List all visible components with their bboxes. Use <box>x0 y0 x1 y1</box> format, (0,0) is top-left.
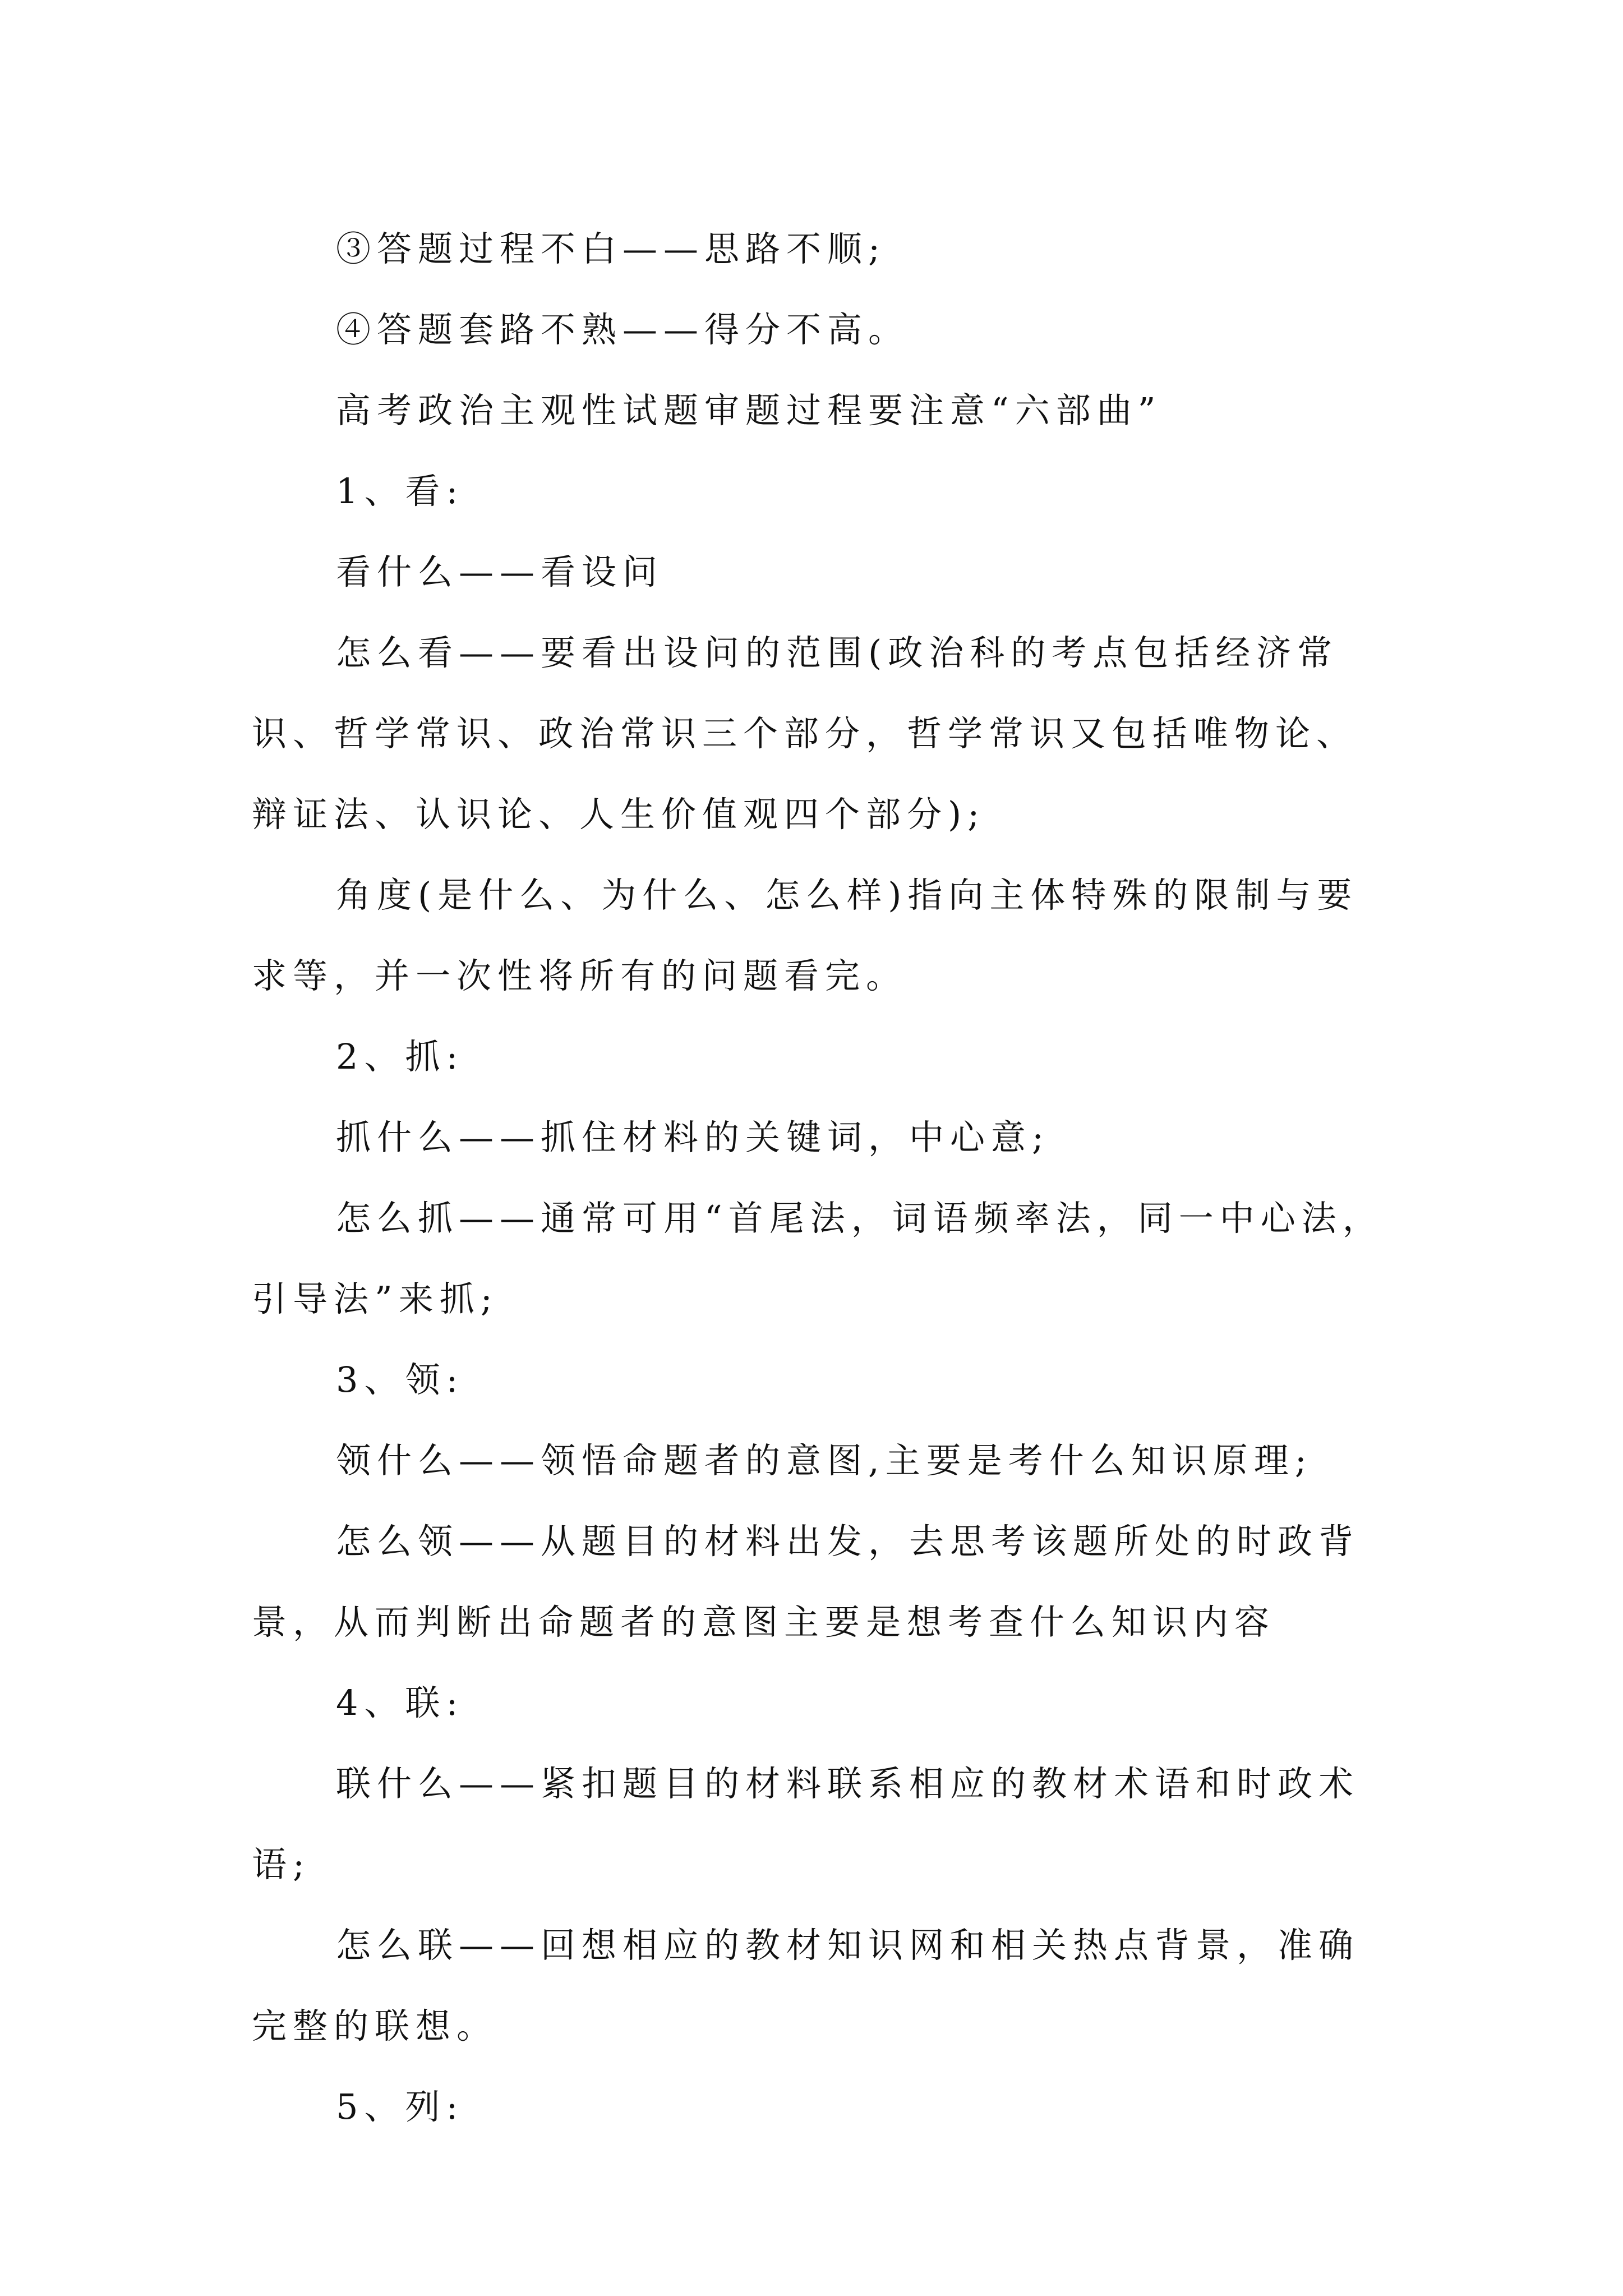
paragraph: 怎么看——要看出设问的范围(政治科的考点包括经济常识、哲学常识、政治常识三个部分，哲学常识又包括唯物论、辩证法、认识论、人生价值观四个部分); <box>252 632 1358 835</box>
step-heading: 3、领: <box>336 1359 464 1400</box>
section-intro: 高考政治主观性试题审题过程要注意“六部曲” <box>336 390 1162 431</box>
paragraph: ④答题套路不熟——得分不高。 <box>336 309 910 350</box>
step-heading: 5、列: <box>336 2086 464 2127</box>
document-body <box>252 209 1387 2147</box>
paragraph: ③答题过程不白——思路不顺; <box>336 228 886 269</box>
step-heading: 4、联: <box>336 1682 464 1723</box>
paragraph: 联什么——紧扣题目的材料联系相应的教材术语和时政术语; <box>252 1763 1360 1885</box>
paragraph: 怎么联——回想相应的教材知识网和相关热点背景，准确完整的联想。 <box>252 1925 1360 2046</box>
step-heading: 2、抓: <box>336 1036 464 1077</box>
paragraph: 角度(是什么、为什么、怎么样)指向主体特殊的限制与要求等，并一次性将所有的问题看完。 <box>252 875 1358 996</box>
paragraph: 怎么领——从题目的材料出发，去思考该题所处的时政背景，从而判断出命题者的意图主要是想考查什么知识内容 <box>252 1521 1360 1642</box>
paragraph: 看什么——看设问 <box>336 551 664 592</box>
paragraph: 抓什么——抓住材料的关键词，中心意; <box>336 1117 1050 1158</box>
paragraph: 领什么——领悟命题者的意图,主要是考什么知识原理; <box>336 1440 1313 1481</box>
step-heading: 1、看: <box>336 471 464 512</box>
paragraph: 怎么抓——通常可用“首尾法，词语频率法，同一中心法，引导法”来抓; <box>252 1198 1384 1319</box>
